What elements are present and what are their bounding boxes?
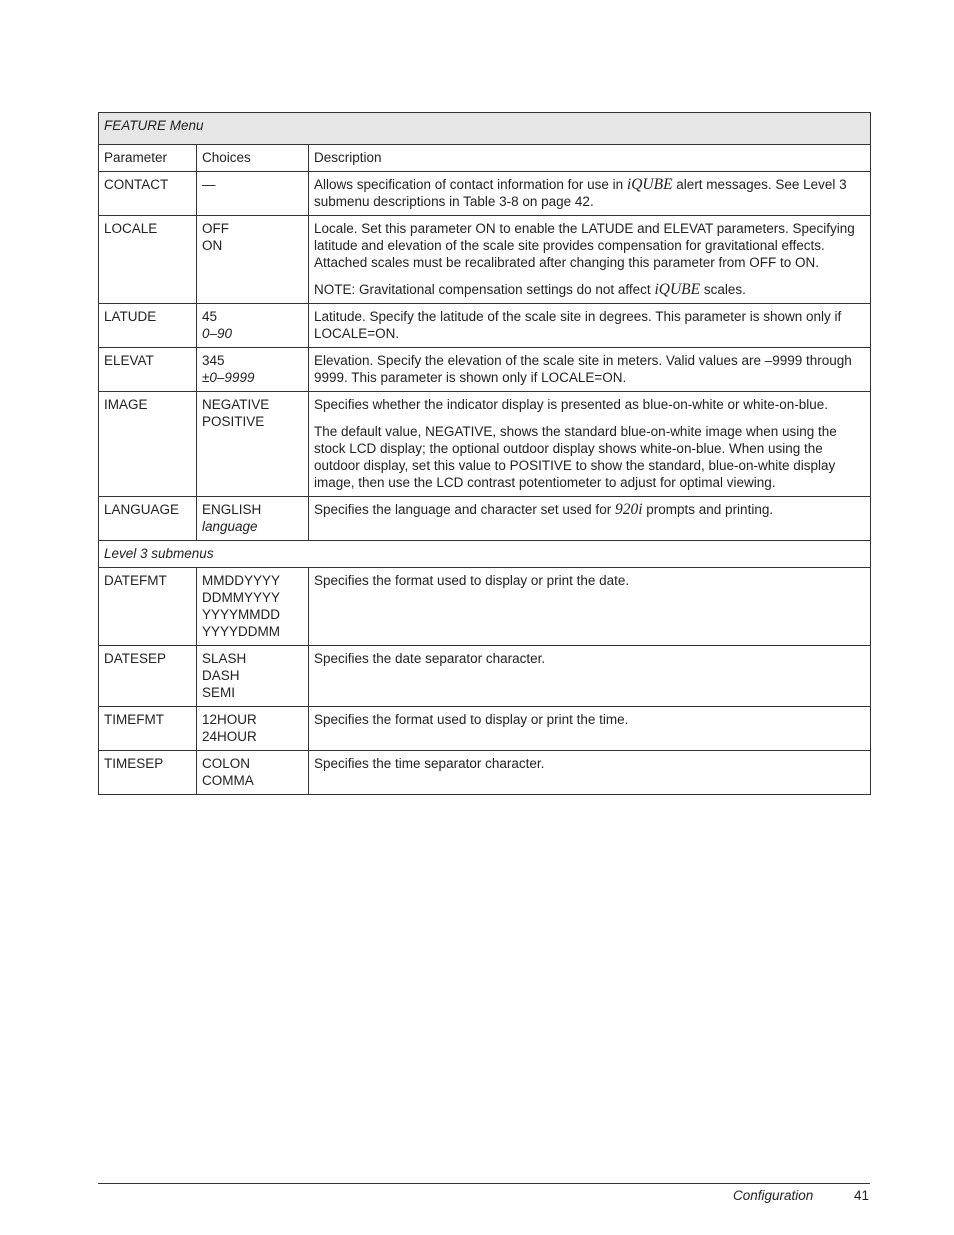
menu-title: FEATURE Menu [99, 113, 871, 145]
choice-item: YYYYDDMM [202, 624, 281, 639]
desc-timesep: Specifies the time separator character. [309, 751, 871, 795]
feature-menu-table [98, 112, 871, 795]
header-row [99, 145, 871, 172]
desc-locale [309, 216, 871, 304]
note-text: NOTE: Gravitational compensation settings do not affect [314, 282, 655, 297]
param-locale: LOCALE [99, 216, 197, 304]
param-elevat: ELEVAT [99, 348, 197, 392]
param-timefmt: TIMEFMT [99, 707, 197, 751]
table-row [99, 751, 871, 795]
desc-datesep: Specifies the date separator character. [309, 646, 871, 707]
choice-item: POSITIVE [202, 414, 265, 429]
menu-title-row [99, 113, 871, 145]
param-datefmt: DATEFMT [99, 568, 197, 646]
param-contact: CONTACT [99, 172, 197, 216]
choice-item: COLON [202, 756, 251, 771]
choices-elevat [197, 348, 309, 392]
choice-item: 345 [202, 353, 225, 368]
table-row [99, 568, 871, 646]
param-datesep: DATESEP [99, 646, 197, 707]
desc-contact [309, 172, 871, 216]
choice-item: 24HOUR [202, 729, 257, 744]
choice-item: ON [202, 238, 223, 253]
page-number: 41 [854, 1188, 870, 1203]
choice-item: NEGATIVE [202, 397, 270, 412]
desc-text: Specifies the language and character set used for [314, 502, 615, 517]
header-parameter: Parameter [99, 145, 197, 172]
header-description: Description [309, 145, 871, 172]
desc-text: prompts and printing. [642, 502, 774, 517]
param-latude: LATUDE [99, 304, 197, 348]
footer-section-title: Configuration [733, 1188, 814, 1203]
choices-timesep [197, 751, 309, 795]
param-timesep: TIMESEP [99, 751, 197, 795]
table-row [99, 497, 871, 541]
param-image: IMAGE [99, 392, 197, 497]
choice-range: 0–90 [202, 326, 233, 341]
table-row [99, 646, 871, 707]
brand-name: iQUBE [626, 176, 673, 193]
table-row [99, 304, 871, 348]
header-choices: Choices [197, 145, 309, 172]
table-row [99, 348, 871, 392]
submenu-title: Level 3 submenus [99, 541, 871, 568]
choice-item: OFF [202, 221, 229, 236]
footer-divider [98, 1183, 870, 1184]
choice-item: SEMI [202, 685, 236, 700]
choice-item: DDMMYYYY [202, 590, 281, 605]
desc-latude: Latitude. Specify the latitude of the scale site in degrees. This parameter is shown only if LOCALE=ON. [309, 304, 871, 348]
desc-text: alert messages. See Level 3 submenu descriptions in Table 3-8 on page 42. [314, 177, 847, 209]
choices-image [197, 392, 309, 497]
desc-datefmt: Specifies the format used to display or print the date. [309, 568, 871, 646]
desc-language [309, 497, 871, 541]
table-row [99, 216, 871, 304]
desc-text: Allows specification of contact information for use in [314, 177, 627, 192]
desc-timefmt: Specifies the format used to display or print the time. [309, 707, 871, 751]
note-text: scales. [700, 282, 746, 297]
choices-latude [197, 304, 309, 348]
choice-item: DASH [202, 668, 240, 683]
choice-item: SLASH [202, 651, 247, 666]
desc-paragraph: The default value, NEGATIVE, shows the standard blue-on-white image when using the stock LCD display; the optional outdoor display shows white-on-blue. When using the outdoor display, set this value to POSITIVE to show the standard, blue-on-white display image, then use the LCD contrast potentiometer to adjust for optimal viewing. [314, 424, 837, 490]
table-row [99, 707, 871, 751]
choices-contact: — [197, 172, 309, 216]
choices-datefmt [197, 568, 309, 646]
desc-elevat: Elevation. Specify the elevation of the scale site in meters. Valid values are –9999 through 9999. This parameter is shown only if LOCALE=ON. [309, 348, 871, 392]
desc-paragraph: Specifies whether the indicator display is presented as blue-on-white or white-on-blue. [314, 397, 829, 412]
choice-item: 12HOUR [202, 712, 257, 727]
brand-name: 920i [614, 501, 643, 518]
choice-item: COMMA [202, 773, 254, 788]
table-row [99, 392, 871, 497]
choices-locale [197, 216, 309, 304]
choices-datesep [197, 646, 309, 707]
choices-language [197, 497, 309, 541]
param-language: LANGUAGE [99, 497, 197, 541]
choice-range: ±0–9999 [202, 370, 255, 385]
desc-image [309, 392, 871, 497]
choice-item: 45 [202, 309, 218, 324]
desc-paragraph: Locale. Set this parameter ON to enable the LATUDE and ELEVAT parameters. Specifying latitude and elevation of the scale site provides compensation for gravitational effects. Attached scales must be recalibrated after changing this parameter from OFF to ON. [314, 221, 855, 270]
desc-note [314, 281, 865, 298]
submenu-title-row [99, 541, 871, 568]
choices-timefmt [197, 707, 309, 751]
table-row [99, 172, 871, 216]
choice-item: MMDDYYYY [202, 573, 281, 588]
choice-variable: language [202, 519, 258, 534]
brand-name: iQUBE [654, 281, 701, 298]
choice-item: ENGLISH [202, 502, 262, 517]
choice-item: YYYYMMDD [202, 607, 281, 622]
